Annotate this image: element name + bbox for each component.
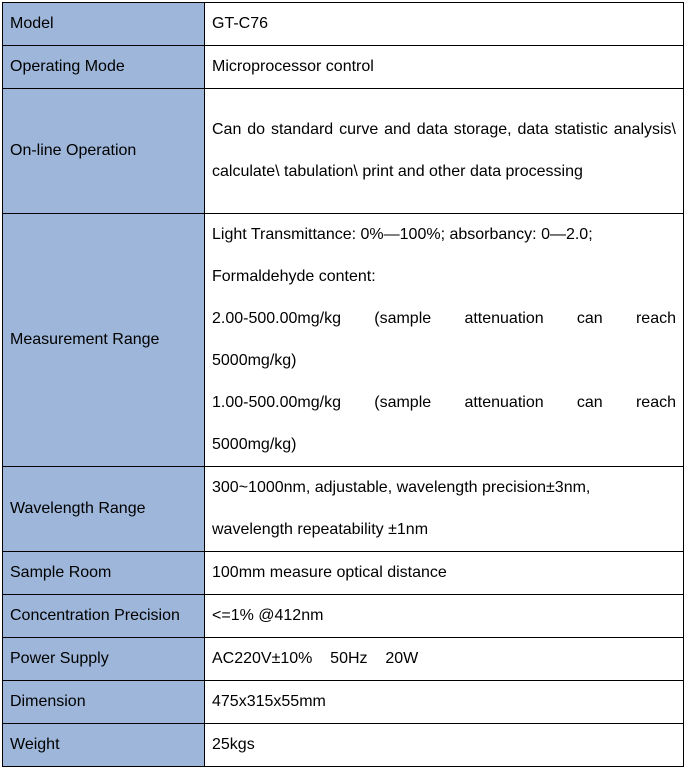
row-value: [205, 46, 684, 89]
row-label: Concentration Precision: [3, 595, 205, 638]
row-label: Power Supply: [3, 638, 205, 681]
value-line: 300~1000nm, adjustable, wavelength precision±3nm,: [212, 479, 591, 496]
table-row-sample-room: [3, 552, 684, 595]
row-value: [205, 3, 684, 46]
value-line: 1.00-500.00mg/kg (sample attenuation can reach: [212, 394, 676, 411]
value-line: 475x315x55mm: [212, 693, 326, 710]
value-line: GT-C76: [212, 15, 269, 32]
row-value: [205, 681, 684, 724]
table-row-wavelength-range: [3, 467, 684, 552]
table-row-model: [3, 3, 684, 46]
value-line: wavelength repeatability ±1nm: [212, 521, 429, 538]
value-paragraph: Can do standard curve and data storage, data statistic analysis\ calculate\ tabulation\ print and other data processing: [212, 121, 676, 180]
row-value: [205, 638, 684, 681]
row-label: Operating Mode: [3, 46, 205, 89]
row-value: [205, 552, 684, 595]
row-label: Weight: [3, 724, 205, 767]
row-value: [205, 595, 684, 638]
table-row-dimension: [3, 681, 684, 724]
row-label: On-line Operation: [3, 89, 205, 214]
value-line: Formaldehyde content:: [212, 268, 376, 285]
table-row-power-supply: [3, 638, 684, 681]
row-label: Model: [3, 3, 205, 46]
value-line: Light Transmittance: 0%—100%; absorbancy: 0—2.0;: [212, 226, 593, 243]
row-label: Wavelength Range: [3, 467, 205, 552]
value-line: 5000mg/kg): [212, 352, 297, 369]
row-label: Sample Room: [3, 552, 205, 595]
table-row-weight: [3, 724, 684, 767]
table-row-operating-mode: [3, 46, 684, 89]
spec-table: [2, 2, 684, 767]
table-row-concentration-precision: [3, 595, 684, 638]
row-value: [205, 467, 684, 552]
value-line: 100mm measure optical distance: [212, 564, 447, 581]
row-label: Dimension: [3, 681, 205, 724]
value-line: <=1% @412nm: [212, 607, 324, 624]
value-line: Microprocessor control: [212, 58, 374, 75]
row-value: [205, 724, 684, 767]
value-line: 2.00-500.00mg/kg (sample attenuation can reach: [212, 310, 676, 327]
value-line: 5000mg/kg): [212, 436, 297, 453]
value-line: AC220V±10% 50Hz 20W: [212, 650, 419, 667]
row-value: [205, 89, 684, 214]
table-row-measurement-range: [3, 214, 684, 467]
row-label: Measurement Range: [3, 214, 205, 467]
value-line: 25kgs: [212, 736, 255, 753]
table-row-online-operation: [3, 89, 684, 214]
row-value: [205, 214, 684, 467]
